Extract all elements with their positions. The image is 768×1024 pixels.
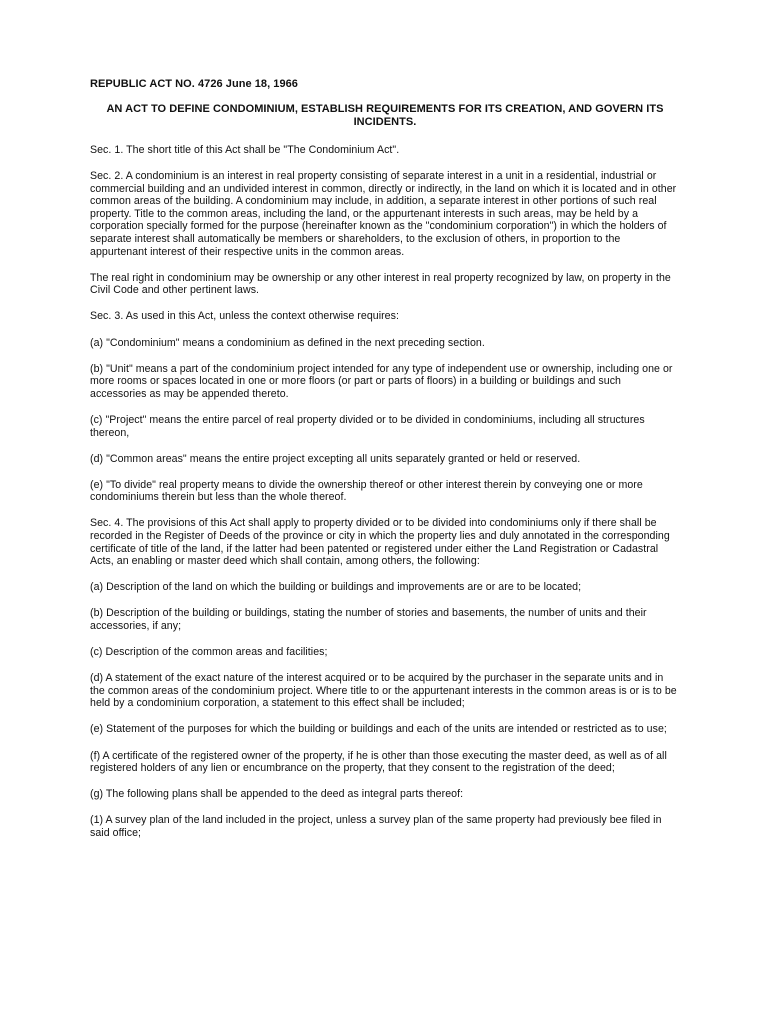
section-3-item-a: (a) "Condominium" means a condominium as defined in the next preceding section. [90,336,485,349]
section-1: Sec. 1. The short title of this Act shall be "The Condominium Act". [90,144,400,156]
section-4-item-f: (f) A certificate of the registered owner of the property, if he is other than those executing the master deed, as well as of all registered holders of any lien or encumbrance on the property, that they consent to the registration of the deed; [90,749,667,775]
section-4-item-e: (e) Statement of the purposes for which the building or buildings and each of the units are intended or restricted as to use; [90,723,667,736]
section-3-item-c: (c) "Project" means the entire parcel of real property divided or to be divided in condominiums, including all structures thereon, [90,413,645,439]
section-4: Sec. 4. The provisions of this Act shall apply to property divided or to be divided into condominiums only if there shall be recorded in the Register of Deeds of the province or city in which the property lies and duly annotated in the corresponding certificate of title of the land, if the latter had been patented or registered under either the Land Registration or Cadastral Acts, an enabling or master deed which shall contain, among others, the following: [90,517,670,568]
section-4-item-c: (c) Description of the common areas and facilities; [90,646,328,659]
section-3-item-b: (b) "Unit" means a part of the condominium project intended for any type of independent use or ownership, including one or more rooms or spaces located in one or more floors (or part or parts of floors) in a building or buildings and such accessories as may be appended thereto. [90,362,673,400]
section-4-item-b: (b) Description of the building or buildings, stating the number of stories and basements, the number of units and their accessories, if any; [90,607,647,632]
section-4-item-g: (g) The following plans shall be appended to the deed as integral parts thereof: [90,788,464,801]
section-2-real-right: The real right in condominium may be ownership or any other interest in real property recognized by law, on property in the Civil Code and other pertinent laws. [90,271,671,297]
section-3-item-e: (e) "To divide" real property means to divide the ownership thereof or other interest therein by conveying one or more condominiums therein but less than the whole thereof. [90,478,643,504]
section-3-item-d: (d) "Common areas" means the entire project excepting all units separately granted or held or reserved. [90,452,581,465]
section-2: Sec. 2. A condominium is an interest in real property consisting of separate interest in a unit in a residential, industrial or commercial building and an undivided interest in common, directly or indirectly, in the land on which it is located and in other common areas of the building. A condominium may include, in addition, a separate interest in other portions of such real property. Title to the common areas, including the land, or the appurtenant interests in such areas, may be held by a corporation specially formed for the purpose (hereinafter known as the "condominium corporation") in which the holders of separate interest shall automatically be members or shareholders, to the exclusion of others, in proportion to the appurtenant interest of their respective units in the common areas. [90,170,677,258]
section-4-item-a: (a) Description of the land on which the building or buildings and improvements are or are to be located; [90,581,582,594]
act-heading: REPUBLIC ACT NO. 4726 June 18, 1966 [90,78,298,90]
section-4-item-d: (d) A statement of the exact nature of the interest acquired or to be acquired by the purchaser in the separate units and in the common areas of the condominium project. Where title to or the appurtenant interests in the common areas is or is to be held by a condominium corporation, a statement to this effect shall be included; [90,672,677,710]
act-title: AN ACT TO DEFINE CONDOMINIUM, ESTABLISH REQUIREMENTS FOR ITS CREATION, AND GOVERN ITS INCIDENTS. [106,103,664,128]
section-4-item-g-1: (1) A survey plan of the land included in the project, unless a survey plan of the same property had previously bee filed in said office; [90,814,662,839]
document-page [90,78,680,853]
section-3: Sec. 3. As used in this Act, unless the context otherwise requires: [90,310,399,323]
